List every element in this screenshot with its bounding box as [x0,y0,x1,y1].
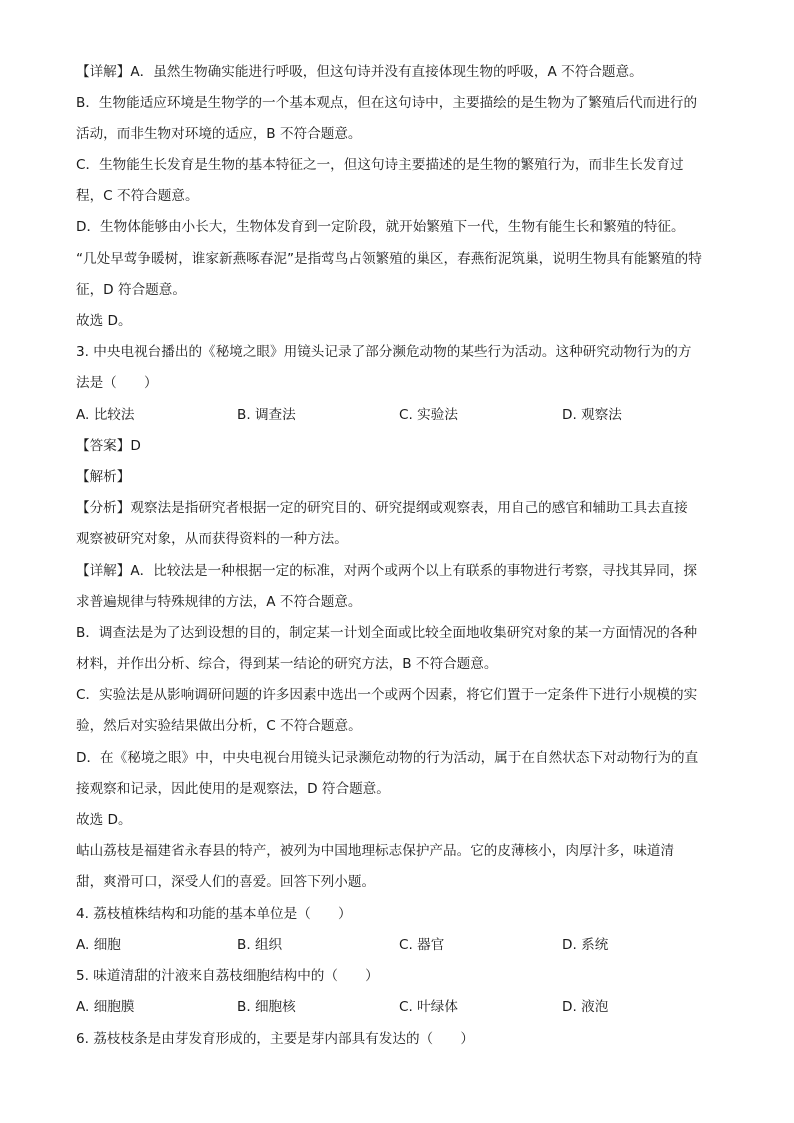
text-line: B．生物能适应环境是生物学的一个基本观点，但在这句诗中，主要描绘的是生物为了繁殖后代而进行的 [76,95,698,111]
text-line: 接观察和记录，因此使用的是观察法，D 符合题意。 [76,781,390,797]
q3-option-a: A. 比较法 [76,407,135,423]
passage-line: 岵山荔枝是福建省永春县的特产，被列为中国地理标志保护产品。它的皮薄核小，肉厚汁多，味道清 [76,843,675,859]
text-line: 【详解】A．比较法是一种根据一定的标准，对两个或两个以上有联系的事物进行考察，寻找其异同，探 [76,563,698,579]
q3-option-c: C. 实验法 [399,407,458,423]
q4-option-d: D. 系统 [562,937,609,953]
q3-option-d: D. 观察法 [562,407,622,423]
question-3-stem-cont: 法是（ ） [76,375,158,391]
q4-option-b: B. 组织 [237,937,283,953]
text-line: C．生物能生长发育是生物的基本特征之一，但这句诗主要描述的是生物的繁殖行为，而非生长发育过 [76,157,684,173]
text-line: 活动，而非生物对环境的适应，B 不符合题意。 [76,126,362,142]
text-line: B．调查法是为了达到设想的目的，制定某一计划全面或比较全面地收集研究对象的某一方面情况的各种 [76,625,698,641]
q5-option-c: C. 叶绿体 [399,999,458,1015]
answer-line: 【答案】D [76,438,141,454]
q5-option-b: B. 细胞核 [237,999,296,1015]
q4-option-a: A. 细胞 [76,937,121,953]
text-line: 【分析】观察法是指研究者根据一定的研究目的、研究提纲或观察表，用自己的感官和辅助工具去直接 [76,500,688,516]
text-line: 程，C 不符合题意。 [76,188,199,204]
text-line: 材料，并作出分析、综合，得到某一结论的研究方法，B 不符合题意。 [76,656,498,672]
q3-option-b: B. 调查法 [237,407,296,423]
text-line: D．在《秘境之眼》中，中央电视台用镜头记录濒危动物的行为活动，属于在自然状态下对动物行为的直 [76,750,699,766]
text-line: 观察被研究对象，从而获得资料的一种方法。 [76,531,348,547]
text-line: D．生物体能够由小长大，生物体发育到一定阶段，就开始繁殖下一代，生物有能生长和繁殖的特征。 [76,219,685,235]
passage-line: 甜，爽滑可口，深受人们的喜爱。回答下列小题。 [76,874,376,890]
q5-option-d: D. 液泡 [562,999,609,1015]
question-6-stem: 6. 荔枝枝条是由芽发育形成的，主要是芽内部具有发达的（ ） [76,1031,474,1047]
question-4-stem: 4. 荔枝植株结构和功能的基本单位是（ ） [76,906,352,922]
text-line: 故选 D。 [76,812,132,828]
text-line: “几处早莺争暖树，谁家新燕啄春泥”是指莺鸟占领繁殖的巢区，春燕衔泥筑巢，说明生物具有能繁殖的特 [76,251,702,267]
text-line: 征，D 符合题意。 [76,282,186,298]
question-5-stem: 5. 味道清甜的汁液来自荔枝细胞结构中的（ ） [76,968,379,984]
text-line: C．实验法是从影响调研问题的许多因素中选出一个或两个因素，将它们置于一定条件下进行小规模的实 [76,687,698,703]
q4-option-c: C. 器官 [399,937,445,953]
text-line: 【详解】A．虽然生物确实能进行呼吸，但这句诗并没有直接体现生物的呼吸，A 不符合题意。 [76,64,643,80]
text-line: 故选 D。 [76,313,132,329]
q5-option-a: A. 细胞膜 [76,999,135,1015]
analysis-heading: 【解析】 [76,469,131,485]
question-3-stem: 3. 中央电视台播出的《秘境之眼》用镜头记录了部分濒危动物的某些行为活动。这种研究动物行为的方 [76,344,692,360]
text-line: 求普遍规律与特殊规律的方法，A 不符合题意。 [76,594,362,610]
text-line: 验，然后对实验结果做出分析，C 不符合题意。 [76,718,362,734]
